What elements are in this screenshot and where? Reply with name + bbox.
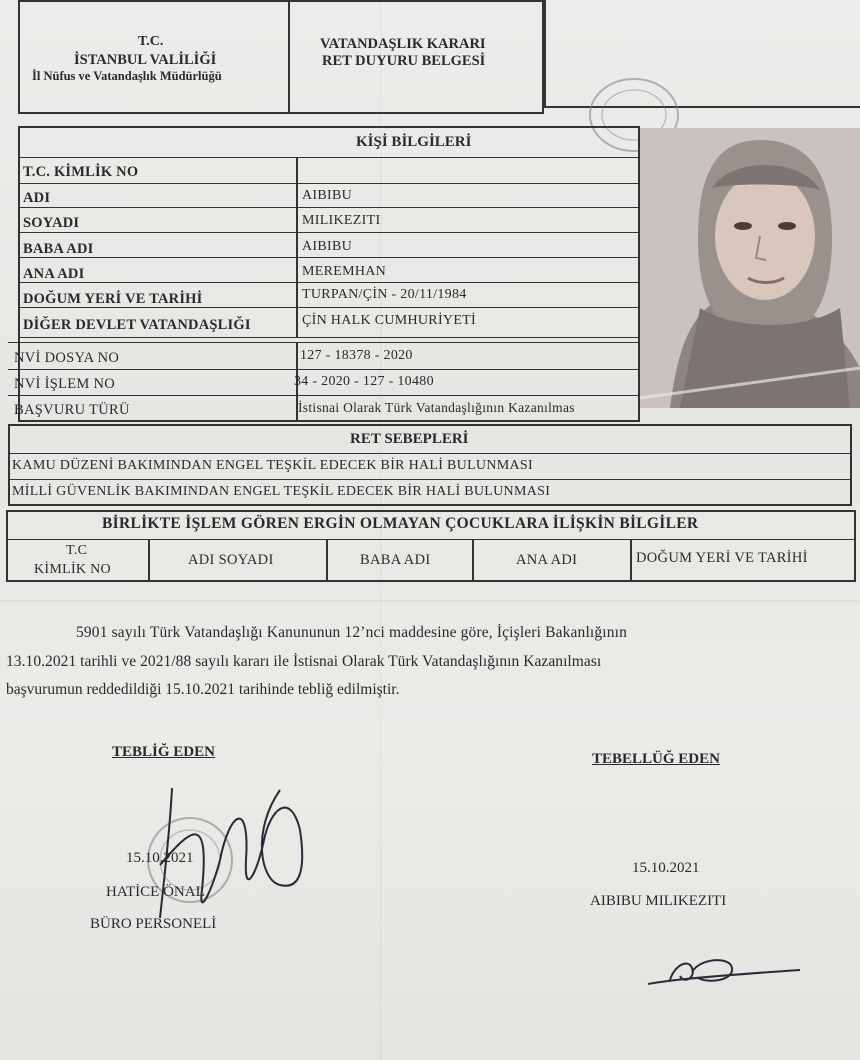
field-value: MEREMHAN bbox=[302, 264, 387, 279]
field-label: BAŞVURU TÜRÜ bbox=[14, 402, 130, 418]
applicant-photo bbox=[640, 128, 860, 408]
children-col-father: BABA ADI bbox=[360, 552, 431, 568]
reason-text: KAMU DÜZENİ BAKIMINDAN ENGEL TEŞKİL EDECEK BİR HALİ BULUNMASI bbox=[12, 458, 533, 473]
field-value: AIBIBU bbox=[302, 188, 353, 203]
reasons-header bbox=[8, 424, 852, 454]
field-value: AIBIBU bbox=[302, 239, 353, 254]
field-label: ANA ADI bbox=[23, 266, 85, 282]
recipient-date: 15.10.2021 bbox=[632, 860, 700, 876]
field-label: BABA ADI bbox=[23, 241, 94, 257]
header-directorate: İl Nüfus ve Vatandaşlık Müdürlüğü bbox=[32, 69, 222, 83]
column-divider bbox=[472, 540, 474, 582]
field-label: DİĞER DEVLET VATANDAŞLIĞI bbox=[23, 317, 251, 333]
recipient-signature-icon bbox=[640, 948, 810, 998]
body-text-line3: başvurumun reddedildiği 15.10.2021 tarihinde tebliğ edilmiştir. bbox=[6, 681, 400, 698]
column-divider bbox=[148, 540, 150, 582]
field-row-name bbox=[18, 184, 640, 208]
field-label: T.C. KİMLİK NO bbox=[23, 164, 139, 180]
header-title-box bbox=[290, 0, 544, 114]
field-value: 127 - 18378 - 2020 bbox=[300, 348, 413, 363]
children-col-birth: DOĞUM YERİ VE TARİHİ bbox=[636, 550, 808, 566]
document-title-line2: RET DUYURU BELGESİ bbox=[322, 53, 486, 69]
field-row-surname bbox=[18, 208, 640, 233]
portrait-image bbox=[640, 128, 860, 408]
reason-row bbox=[8, 454, 852, 480]
field-value: MILIKEZITI bbox=[302, 213, 381, 228]
children-col-mother: ANA ADI bbox=[516, 552, 578, 568]
field-label: DOĞUM YERİ VE TARİHİ bbox=[23, 291, 203, 307]
field-row-birth bbox=[18, 283, 640, 308]
field-value: 34 - 2020 - 127 - 10480 bbox=[294, 374, 434, 389]
notifier-date: 15.10.2021 bbox=[126, 850, 194, 866]
notifier-signature-icon bbox=[140, 770, 320, 930]
field-row-father bbox=[18, 233, 640, 258]
field-row-process-no bbox=[8, 370, 640, 396]
field-label: ADI bbox=[23, 190, 51, 206]
document-title-line1: VATANDAŞLIK KARARI bbox=[320, 36, 486, 52]
reasons-title: RET SEBEPLERİ bbox=[350, 431, 469, 447]
children-col-name: ADI SOYADI bbox=[188, 552, 274, 568]
person-section-title: KİŞİ BİLGİLERİ bbox=[356, 134, 472, 150]
person-section-header bbox=[18, 126, 640, 158]
notifier-role: BÜRO PERSONELİ bbox=[90, 916, 217, 932]
children-col-id: KİMLİK NO bbox=[34, 562, 111, 577]
children-title: BİRLİKTE İŞLEM GÖREN ERGİN OLMAYAN ÇOCUKLARA İLİŞKİN BİLGİLER bbox=[102, 515, 699, 532]
column-divider bbox=[630, 540, 632, 582]
field-label: NVİ DOSYA NO bbox=[14, 350, 120, 366]
field-value: TURPAN/ÇİN - 20/11/1984 bbox=[302, 287, 467, 302]
header-tc: T.C. bbox=[138, 34, 164, 49]
recipient-title: TEBELLÜĞ EDEN bbox=[592, 751, 720, 767]
notifier-title: TEBLİĞ EDEN bbox=[112, 744, 215, 760]
paper-fold bbox=[0, 600, 860, 602]
field-label: NVİ İŞLEM NO bbox=[14, 376, 116, 392]
recipient-name: AIBIBU MILIKEZITI bbox=[590, 893, 727, 909]
children-col-tc: T.C bbox=[66, 543, 88, 558]
field-row-application-type bbox=[8, 396, 640, 422]
header-governorship: İSTANBUL VALİLİĞİ bbox=[74, 52, 217, 68]
reason-row bbox=[8, 480, 852, 506]
field-row-file-no bbox=[8, 342, 640, 370]
field-label: SOYADI bbox=[23, 215, 80, 231]
notifier-name: HATİCE ÖNAL bbox=[106, 884, 205, 900]
field-row-other-citizenship bbox=[18, 308, 640, 338]
header-issuer-box bbox=[18, 0, 290, 114]
field-value: İstisnai Olarak Türk Vatandaşlığının Kazanılmas bbox=[298, 400, 575, 415]
column-divider bbox=[326, 540, 328, 582]
field-value: ÇİN HALK CUMHURİYETİ bbox=[302, 313, 476, 328]
body-text-line1: 5901 sayılı Türk Vatandaşlığı Kanununun 12’nci maddesine göre, İçişleri Bakanlığının bbox=[76, 624, 627, 641]
reason-text: MİLLİ GÜVENLİK BAKIMINDAN ENGEL TEŞKİL EDECEK BİR HALİ BULUNMASI bbox=[12, 484, 551, 499]
field-row-tc-id bbox=[18, 158, 640, 184]
field-row-mother bbox=[18, 258, 640, 283]
body-text-line2: 13.10.2021 tarihli ve 2021/88 sayılı kararı ile İstisnai Olarak Türk Vatandaşlığının Kazanılması bbox=[6, 653, 602, 670]
children-header bbox=[6, 510, 856, 540]
